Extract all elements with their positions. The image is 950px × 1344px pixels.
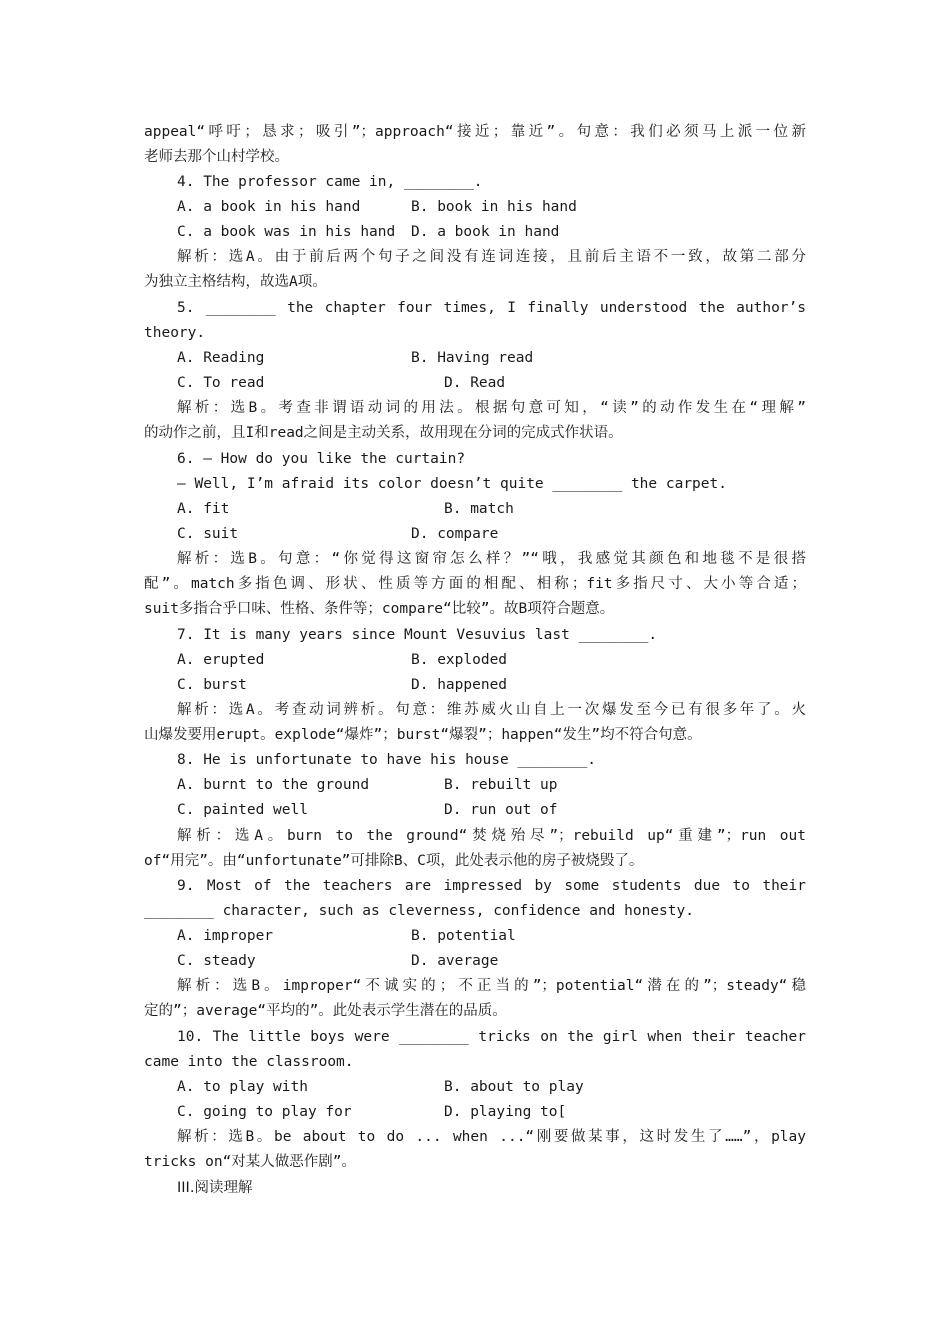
q5-explanation-line-1: 解析：选B。考查非谓语动词的用法。根据句意可知，“读”的动作发生在“理解” (177, 400, 806, 416)
q5-explanation-line-2: 的动作之前，且I和read之间是主动关系，故用现在分词的完成式作状语。 (144, 425, 623, 441)
q6-option-d: D. compare (411, 526, 499, 542)
q7-option-d: D. happened (411, 677, 508, 693)
q9-option-a: A. improper (177, 928, 274, 944)
q6-explanation-line-3: suit多指合乎口味、性格、条件等；compare“比较”。故B项符合题意。 (144, 601, 615, 617)
q9-explanation-line-1: 解析：选B。improper“不诚实的；不正当的”；potential“潜在的”；steady“稳 (177, 978, 806, 994)
q9-option-c: C. steady (177, 953, 256, 969)
q4-option-b: B. book in his hand (411, 199, 577, 215)
q8-explanation-line-1: 解析：选A。burn to the ground“焚烧殆尽”；rebuild up“重建”；run out (177, 828, 806, 844)
q10-option-c: C. going to play for (177, 1104, 352, 1120)
q4-stem: 4. The professor came in, ________. (177, 174, 483, 190)
q4-option-c: C. a book was in his hand (177, 224, 396, 240)
q6-option-a: A. fit (177, 501, 230, 517)
q7-option-b: B. exploded (411, 652, 508, 668)
q4-option-a: A. a book in his hand (177, 199, 361, 215)
q8-stem: 8. He is unfortunate to have his house ________. (177, 752, 597, 768)
q3-explanation-line-1: appeal“呼吁；恳求；吸引”；approach“接近；靠近”。句意：我们必须马上派一位新 (144, 124, 806, 140)
q5-stem-line-1: 5. ________ the chapter four times, I finally understood the author’s (177, 300, 806, 316)
q10-explanation-line-1: 解析：选B。be about to do ... when ...“刚要做某事，这时发生了……”，play (177, 1129, 806, 1145)
q6-stem-line-1: 6. — How do you like the curtain? (177, 451, 466, 467)
q10-stem-line-2: came into the classroom. (144, 1054, 354, 1070)
q3-explanation-line-2: 老师去那个山村学校。 (144, 149, 289, 165)
q5-option-a: A. Reading (177, 350, 265, 366)
q9-option-d: D. average (411, 953, 499, 969)
q9-stem-line-1: 9. Most of the teachers are impressed by some students due to their (177, 878, 806, 894)
q8-option-c: C. painted well (177, 802, 308, 818)
q6-option-b: B. match (444, 501, 514, 517)
q5-option-d: D. Read (444, 375, 506, 391)
q8-option-b: B. rebuilt up (444, 777, 558, 793)
q7-option-c: C. burst (177, 677, 247, 693)
q7-stem: 7. It is many years since Mount Vesuvius last ________. (177, 627, 658, 643)
q5-option-c: C. To read (177, 375, 265, 391)
q8-option-a: A. burnt to the ground (177, 777, 370, 793)
q7-option-a: A. erupted (177, 652, 265, 668)
section-heading-reading: III.阅读理解 (177, 1180, 253, 1196)
q8-option-d: D. run out of (444, 802, 558, 818)
q4-explanation-line-2: 为独立主格结构，故选A项。 (144, 274, 327, 290)
q6-option-c: C. suit (177, 526, 239, 542)
q10-stem-line-1: 10. The little boys were ________ tricks on the girl when their teacher (177, 1029, 806, 1045)
q5-stem-line-2: theory. (144, 325, 206, 341)
q10-option-d: D. playing to[ (444, 1104, 567, 1120)
q10-option-a: A. to play with (177, 1079, 308, 1095)
q6-explanation-line-2: 配”。match多指色调、形状、性质等方面的相配、相称；fit多指尺寸、大小等合适； (144, 576, 806, 592)
q10-option-b: B. about to play (444, 1079, 584, 1095)
q5-option-b: B. Having read (411, 350, 534, 366)
q6-explanation-line-1: 解析：选B。句意：“你觉得这窗帘怎么样？”“哦，我感觉其颜色和地毯不是很搭 (177, 551, 806, 567)
q7-explanation-line-2: 山爆发要用erupt。explode“爆炸”；burst“爆裂”；happen“发生”均不符合句意。 (144, 727, 702, 743)
q10-explanation-line-2: tricks on“对某人做恶作剧”。 (144, 1154, 357, 1170)
q8-explanation-line-2: of“用完”。由“unfortunate”可排除B、C项，此处表示他的房子被烧毁了。 (144, 853, 644, 869)
q6-stem-line-2: — Well, I’m afraid its color doesn’t quite ________ the carpet. (177, 476, 727, 492)
q4-explanation-line-1: 解析：选A。由于前后两个句子之间没有连词连接，且前后主语不一致，故第二部分 (177, 249, 806, 265)
q4-option-d: D. a book in hand (411, 224, 560, 240)
q9-explanation-line-2: 定的”；average“平均的”。此处表示学生潜在的品质。 (144, 1003, 507, 1019)
q7-explanation-line-1: 解析：选A。考查动词辨析。句意：维苏威火山自上一次爆发至今已有很多年了。火 (177, 702, 806, 718)
q9-option-b: B. potential (411, 928, 516, 944)
q9-stem-line-2: ________ character, such as cleverness, confidence and honesty. (144, 903, 694, 919)
